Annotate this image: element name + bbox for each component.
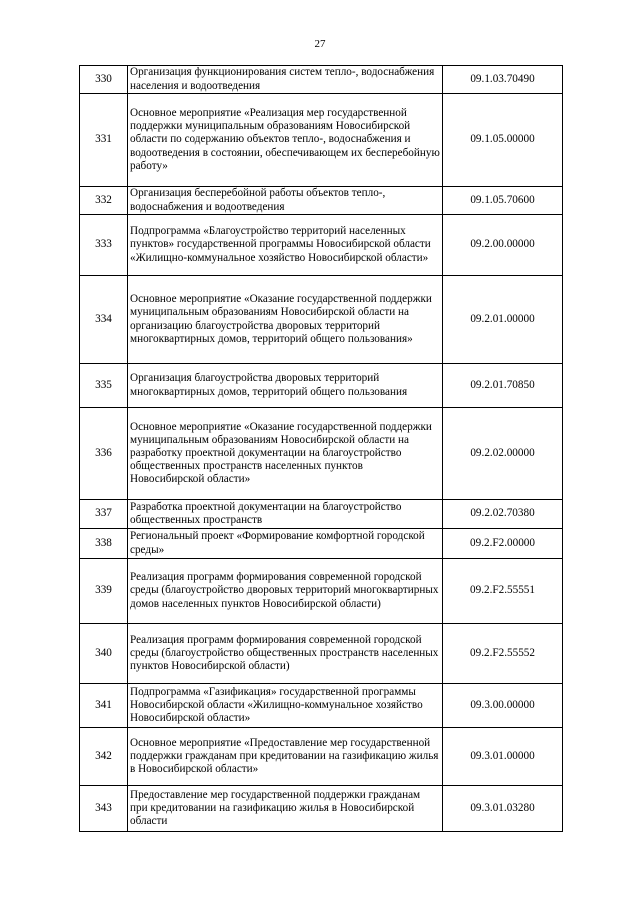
row-number: 337 xyxy=(80,500,128,529)
table-row xyxy=(80,408,563,500)
row-number: 341 xyxy=(80,684,128,728)
row-code: 09.3.01.00000 xyxy=(443,728,563,786)
row-number: 331 xyxy=(80,94,128,187)
row-name: Организация бесперебойной работы объектов тепло-, водоснабжения и водоотведения xyxy=(128,187,443,215)
budget-classification-table xyxy=(79,65,563,832)
row-name: Региональный проект «Формирование комфортной городской среды» xyxy=(128,529,443,559)
table-row xyxy=(80,684,563,728)
table-row xyxy=(80,559,563,624)
table-row xyxy=(80,728,563,786)
table-row xyxy=(80,529,563,559)
row-number: 330 xyxy=(80,66,128,94)
table-row xyxy=(80,187,563,215)
row-code: 09.2.02.00000 xyxy=(443,408,563,500)
row-code: 09.2.01.00000 xyxy=(443,276,563,364)
table-row xyxy=(80,276,563,364)
table-row xyxy=(80,364,563,408)
row-code: 09.1.05.00000 xyxy=(443,94,563,187)
row-name: Основное мероприятие «Реализация мер государственной поддержки муниципальным образованиям Новосибирской области по содержанию объектов тепло-, водоснабжения и водоотведения в состоянии, обеспечивающем их бесперебойную работу» xyxy=(128,94,443,187)
row-code: 09.2.02.70380 xyxy=(443,500,563,529)
row-code: 09.2.F2.55552 xyxy=(443,624,563,684)
row-name: Основное мероприятие «Оказание государственной поддержки муниципальным образованиям Новосибирской области на организацию благоустройства дворовых территорий многоквартирных домов, территорий общего пользования» xyxy=(128,276,443,364)
page-number: 27 xyxy=(314,38,326,50)
row-number: 336 xyxy=(80,408,128,500)
row-name: Основное мероприятие «Оказание государственной поддержки муниципальным образованиям Новосибирской области на разработку проектной документации на благоустройство общественных пространств населенных пунктов Новосибирской области» xyxy=(128,408,443,500)
row-number: 333 xyxy=(80,215,128,276)
row-name: Разработка проектной документации на благоустройство общественных пространств xyxy=(128,500,443,529)
row-number: 339 xyxy=(80,559,128,624)
row-number: 342 xyxy=(80,728,128,786)
row-code: 09.3.00.00000 xyxy=(443,684,563,728)
table-row xyxy=(80,66,563,94)
row-number: 334 xyxy=(80,276,128,364)
row-number: 338 xyxy=(80,529,128,559)
row-code: 09.1.03.70490 xyxy=(443,66,563,94)
table-row xyxy=(80,624,563,684)
row-name: Подпрограмма «Газификация» государственной программы Новосибирской области «Жилищно-коммунальное хозяйство Новосибирской области» xyxy=(128,684,443,728)
row-name: Предоставление мер государственной поддержки гражданам при кредитовании на газификацию жилья в Новосибирской области xyxy=(128,786,443,832)
table-row xyxy=(80,215,563,276)
row-name: Подпрограмма «Благоустройство территорий населенных пунктов» государственной программы Новосибирской области «Жилищно-коммунальное хозяйство Новосибирской области» xyxy=(128,215,443,276)
row-code: 09.3.01.03280 xyxy=(443,786,563,832)
row-name: Реализация программ формирования современной городской среды (благоустройство дворовых территорий многоквартирных домов населенных пунктов Новосибирской области) xyxy=(128,559,443,624)
table-row xyxy=(80,786,563,832)
table-row xyxy=(80,500,563,529)
row-code: 09.1.05.70600 xyxy=(443,187,563,215)
row-code: 09.2.01.70850 xyxy=(443,364,563,408)
row-code: 09.2.F2.00000 xyxy=(443,529,563,559)
table-row xyxy=(80,94,563,187)
row-code: 09.2.00.00000 xyxy=(443,215,563,276)
row-number: 343 xyxy=(80,786,128,832)
row-code: 09.2.F2.55551 xyxy=(443,559,563,624)
row-number: 332 xyxy=(80,187,128,215)
row-name: Основное мероприятие «Предоставление мер государственной поддержки гражданам при кредитовании на газификацию жилья в Новосибирской области» xyxy=(128,728,443,786)
row-number: 340 xyxy=(80,624,128,684)
row-name: Организация функционирования систем тепло-, водоснабжения населения и водоотведения xyxy=(128,66,443,94)
row-name: Реализация программ формирования современной городской среды (благоустройство общественных пространств населенных пунктов Новосибирской области) xyxy=(128,624,443,684)
row-name: Организация благоустройства дворовых территорий многоквартирных домов, территорий общего пользования xyxy=(128,364,443,408)
row-number: 335 xyxy=(80,364,128,408)
